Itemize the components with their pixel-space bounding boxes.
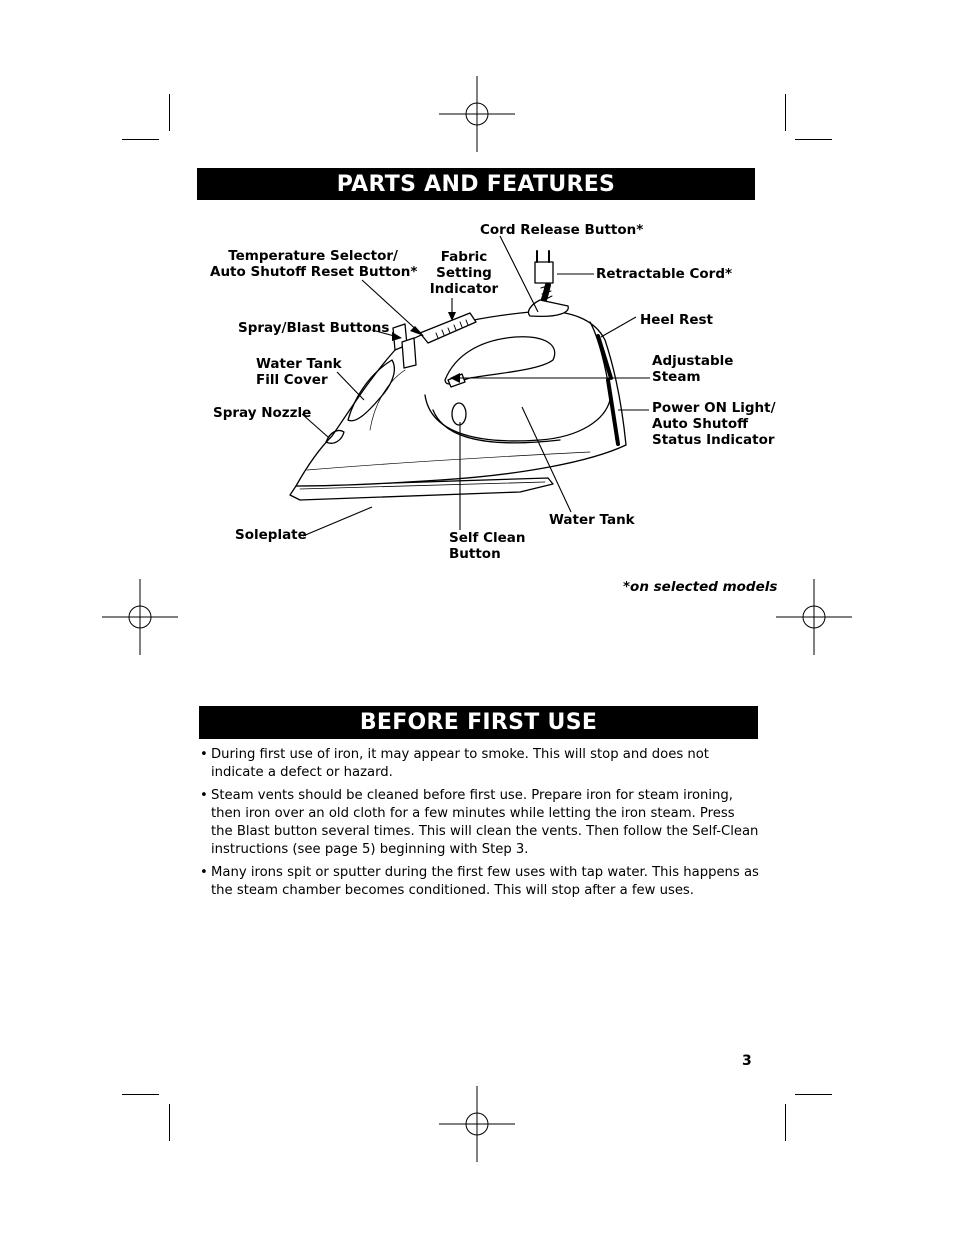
crop-mark — [169, 1104, 170, 1141]
label-soleplate: Soleplate — [235, 527, 307, 543]
iron-body-outline — [296, 311, 626, 486]
label-power-on-light: Power ON Light/ Auto Shutoff Status Indicator — [652, 400, 776, 448]
label-self-clean-button: Self Clean Button — [449, 530, 526, 562]
label-temperature-selector: Temperature Selector/ Auto Shutoff Reset Button* — [210, 248, 418, 280]
page-number: 3 — [742, 1053, 752, 1069]
label-spray-nozzle: Spray Nozzle — [213, 405, 312, 421]
list-item: • Steam vents should be cleaned before first use. Prepare iron for steam ironing, then iron over an old cloth for a few minutes while letting the iron steam. Press the Blast button several times. This will clean the vents. Then follow the Self-Clean instructions (see page 5) beginning with Step 3. — [200, 787, 760, 859]
footnote: *on selected models — [623, 579, 778, 595]
crop-mark — [122, 1094, 159, 1095]
label-spray-blast-buttons: Spray/Blast Buttons — [238, 320, 390, 336]
crop-mark — [785, 1104, 786, 1141]
blast-button — [402, 338, 416, 368]
label-adjustable-steam: Adjustable Steam — [652, 353, 734, 385]
section-title: PARTS AND FEATURES — [336, 171, 616, 197]
label-fabric-setting-indicator: Fabric Setting Indicator — [429, 249, 499, 297]
crop-mark — [795, 1094, 832, 1095]
instruction-list — [200, 746, 760, 905]
list-item: • Many irons spit or sputter during the first few uses with tap water. This happens as the steam chamber becomes conditioned. This will stop after a few uses. — [200, 864, 760, 900]
label-water-tank: Water Tank — [549, 512, 635, 528]
label-water-tank-fill-cover: Water Tank Fill Cover — [256, 356, 342, 388]
label-cord-release-button: Cord Release Button* — [480, 222, 644, 238]
list-item: • During first use of iron, it may appear to smoke. This will stop and does not indicate a defect or hazard. — [200, 746, 760, 782]
plug-shape — [535, 262, 553, 283]
section-title: BEFORE FIRST USE — [359, 710, 598, 735]
label-retractable-cord: Retractable Cord* — [596, 266, 733, 282]
before-first-use-banner — [199, 706, 758, 739]
label-heel-rest: Heel Rest — [640, 312, 713, 328]
registration-mark-icon — [439, 1086, 515, 1162]
